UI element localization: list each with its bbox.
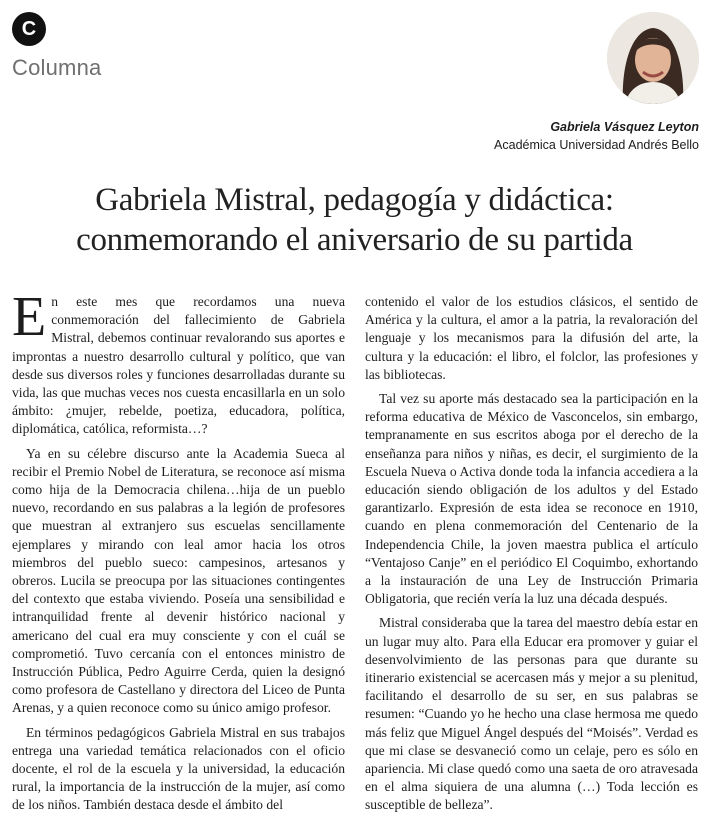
paragraph: En términos pedagógicos Gabriela Mistral en sus trabajos entrega una variedad temática relacionados con el oficio docente, el rol de la escuela y la universidad, la educación rural, la importancia de la instrucción de la mujer, así como de los niños. También destaca desde el ámbito del xyxy=(12,724,345,813)
column-left xyxy=(12,286,345,821)
paragraph: contenido el valor de los estudios clásicos, el sentido de América y la cultura, el amor a la patria, la revaloración del lenguaje y los mecanismos para la difusión del arte, la cultura y la educación: el libro, el folclor, las profesiones y las bibliotecas. xyxy=(365,294,698,382)
paragraph: Tal vez su aporte más destacado sea la participación en la reforma educativa de México de Vasconcelos, sin embargo, tempranamente en sus escritos aboga por el derecho de la enseñanza para niños y niñas, es decir, el surgimiento de la Escuela Nueva o Activa donde toda la infancia accediera a la educación siendo obligación de los adultos y del Estado garantizarlo. Expresión de esta idea se reconoce en 1910, cuando en plena conmemoración del Centenario de la Independencia Chile, la joven maestra publica el artículo “Ventajoso Canje” en el periódico El Coquimbo, exhortando a la instauración de una Ley de Instrucción Primaria Obligatoria, que recién vería la luz una década después. xyxy=(365,391,698,607)
paragraph: Mistral consideraba que la tarea del maestro debía estar en un lugar muy alto. Para ella Educar era promover y guiar el desenvolvimiento de las personas para que durante su itinerario existencial se acercasen más y mejor a su plenitud, facilitando el desarrollo de su ser, en sus palabras se resumen: “Cuando yo he hecho una clase hermosa me quedo más feliz que Miguel Ángel después del “Moisés”. Verdad es que mi clase se desvaneció como un celaje, pero es sólo en apariencia. Mi clase quedó como una saeta de oro atravesada en el alma siquiera de una alumna (…) Toda lección es susceptible de belleza”. xyxy=(365,615,698,813)
column-right xyxy=(365,293,698,821)
title-line-1: Gabriela Mistral, pedagogía y didáctica: xyxy=(95,182,614,218)
section-label: Columna xyxy=(12,55,102,80)
paragraph-text: n este mes que recordamos una nueva conmemoración del fallecimiento de Gabriela Mistral, debemos continuar revalorando sus aportes e improntas a nuestro desarrollo cultural y político, que van desde sus diversos roles y funciones desarrolladas durante su vida, las que muchas veces nos cuesta encasillarla en un solo ámbito: ¿mujer, rebelde, poetiza, educadora, política, diplomática, católica, reformista…? xyxy=(12,294,345,437)
author-name: Gabriela Vásquez Leyton xyxy=(550,120,699,134)
paragraph: Ya en su célebre discurso ante la Academia Sueca al recibir el Premio Nobel de Literatura, se reconoce así misma como hija de la Democracia chilena…hija de un pueblo nuevo, recordando en sus palabras a la legión de profesores que muestran al extranjero sus escuelas sencillamente ejemplares y mirando con leal amor hacia los otros miembros del pueblo sueco: campesinos, artesanos y obreros. Lucila se preocupa por las situaciones contingentes del contexto que estaba viviendo. Poseía una sensibilidad e intranquilidad frente al devenir histórico nacional y americano del cual era muy consciente y con el cuál se comprometió. Tuvo cercanía con el entonces ministro de Instrucción Pública, Pedro Aguirre Cerda, quien la designó como profesora de Castellano y directora del Liceo de Punta Arenas, y a quien reconoce como su único amigo profesor. xyxy=(12,445,345,716)
author-role: Académica Universidad Andrés Bello xyxy=(494,138,699,152)
column-badge: C xyxy=(12,12,46,46)
drop-cap: E xyxy=(12,286,47,348)
author-byline xyxy=(494,120,699,152)
author-photo xyxy=(607,12,699,104)
article-body xyxy=(12,286,698,821)
article-title xyxy=(0,180,709,260)
paragraph xyxy=(12,286,345,439)
title-line-2: conmemorando el aniversario de su partida xyxy=(76,222,633,258)
